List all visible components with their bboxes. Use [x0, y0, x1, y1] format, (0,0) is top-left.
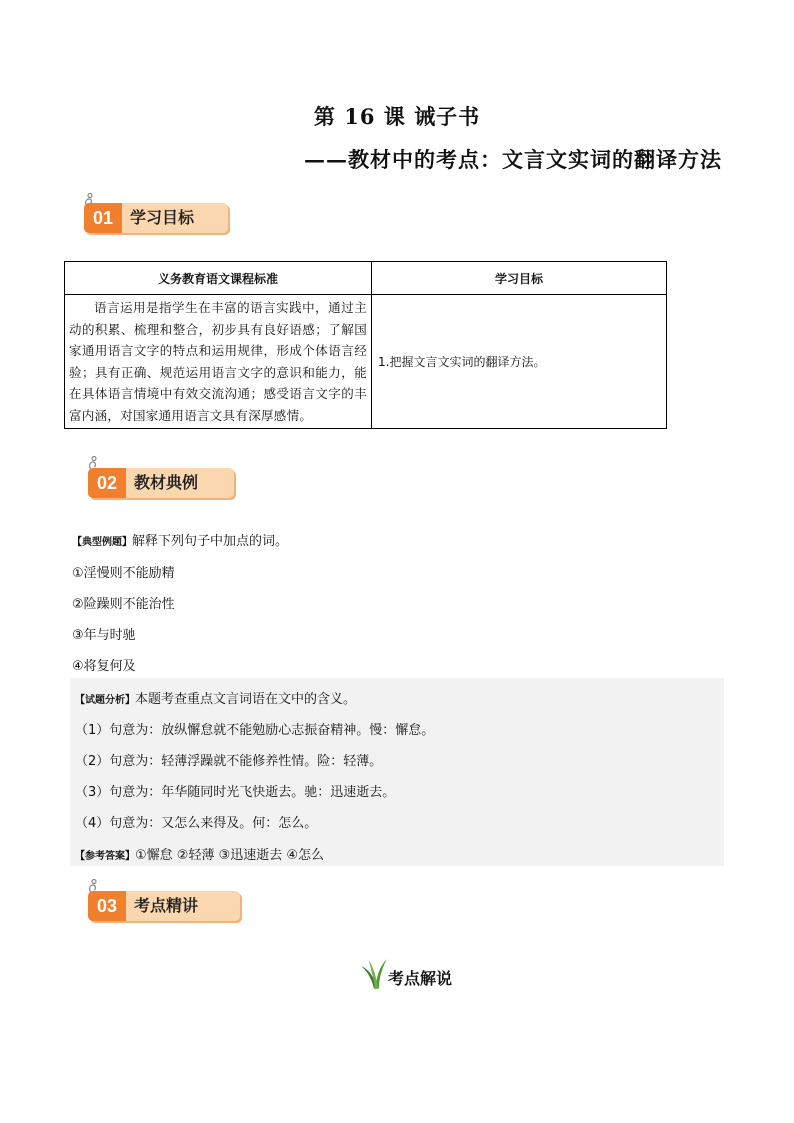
- section-badge-02: [86, 456, 238, 496]
- analysis-panel: [70, 678, 724, 866]
- section-badge-03: [86, 879, 244, 919]
- section-badge-01: [82, 193, 232, 233]
- section-number: 01: [84, 203, 122, 233]
- answer-line: [75, 844, 324, 863]
- analysis-line: （4）句意为：又怎么来得及。何：怎么。: [75, 816, 318, 831]
- table-header-row: [65, 262, 667, 295]
- list-item: ①淫慢则不能励精: [72, 566, 175, 581]
- analysis-intro: 本题考查重点文言词语在文中的含义。: [135, 692, 357, 707]
- example-tag: 【典型例题】: [72, 537, 132, 548]
- answer-tag: 【参考答案】: [75, 851, 135, 862]
- analysis-line: （3）句意为：年华随同时光飞快逝去。驰：迅速逝去。: [75, 785, 396, 800]
- section-badge-pill: [84, 203, 228, 233]
- analysis-line: （2）句意为：轻薄浮躁就不能修养性情。险：轻薄。: [75, 754, 383, 769]
- curriculum-standard-text: 语言运用是指学生在丰富的语言实践中，通过主动的积累、梳理和整合，初步具有良好语感；了解国家通用语言文字的特点和运用规律，形成个体语言经验；具有正确、规范运用语言文字的意识和能力，能在具体语言情境中有效交流沟通；感受语言文字的丰富内涵，对国家通用语言文具有深厚感情。: [65, 295, 372, 429]
- table-row: [65, 295, 667, 429]
- section-badge-pill: [88, 891, 240, 921]
- section-label: 教材典例: [134, 473, 199, 492]
- learning-goal-text: 1.把握文言文实词的翻译方法。: [372, 295, 667, 429]
- section-label: 学习目标: [130, 208, 195, 227]
- analysis-line: （1）句意为：放纵懈怠就不能勉励心志振奋精神。慢：懈怠。: [75, 723, 435, 738]
- list-item: ③年与时驰: [72, 628, 136, 643]
- standards-table: [64, 261, 667, 429]
- section-label: 考点精讲: [134, 896, 199, 915]
- section-badge-pill: [88, 468, 234, 498]
- example-prompt-line: [72, 530, 288, 549]
- grass-icon: [360, 956, 390, 990]
- section-number: 03: [88, 891, 126, 921]
- table-header: 学习目标: [372, 262, 667, 295]
- page-subtitle: ——教材中的考点：文言文实词的翻译方法: [304, 147, 722, 172]
- example-prompt: 解释下列句子中加点的词。: [132, 534, 289, 549]
- page-title: 第 16 课 诫子书: [313, 104, 481, 129]
- list-item: ②险躁则不能治性: [72, 597, 175, 612]
- subheading-text: 考点解说: [388, 969, 453, 988]
- analysis-intro-line: [75, 688, 356, 707]
- list-item: ④将复何及: [72, 659, 136, 674]
- analysis-tag: 【试题分析】: [75, 695, 135, 706]
- table-header: 义务教育语文课程标准: [65, 262, 372, 295]
- answer-text: ①懈怠 ②轻薄 ③迅速逝去 ④怎么: [135, 848, 325, 863]
- section-number: 02: [88, 468, 126, 498]
